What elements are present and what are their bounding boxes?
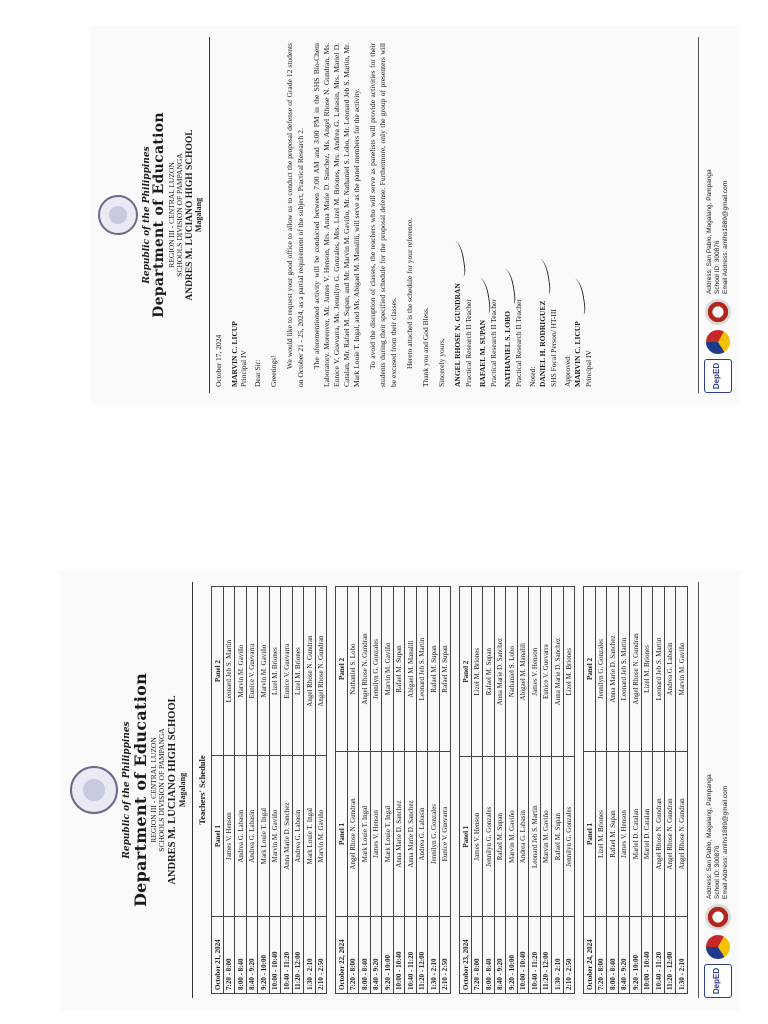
time-slot: 10:40 - 11:20 bbox=[529, 917, 541, 994]
panel-1-teacher: Rafael M. Supan bbox=[552, 757, 564, 917]
table-row bbox=[246, 587, 258, 994]
panel-2-teacher: Anna Marie D. Sanchez bbox=[607, 587, 619, 752]
header-divider bbox=[209, 37, 210, 393]
table-row bbox=[370, 587, 382, 994]
panel-2-teacher: Lizel M. Briones bbox=[269, 587, 281, 756]
time-slot: 8:40 - 9:20 bbox=[618, 917, 630, 994]
panel-1-teacher: Marvin M. Gaviño bbox=[506, 757, 518, 917]
table-row bbox=[235, 587, 247, 994]
address-text: Address: San Pablo, Magalang, Pampanga bbox=[705, 774, 713, 899]
closing-line: Sincerely yours, bbox=[436, 338, 446, 387]
contact-block bbox=[706, 774, 730, 899]
table-row bbox=[292, 587, 304, 994]
day-date: October 23, 2024 bbox=[460, 917, 472, 994]
panel-2-header: Panel 2 bbox=[212, 587, 224, 756]
paragraph-panel: The aforementioned activity will be conducted between 7:00 AM and 3:00 PM in the SHS Bio-Chem Laboratory. Moreover, Mr. James V. Henson, Mrs. Anna Marie D. Sanchez, Ms. Angel Rhose N. Gundran, Ms. Eunice V. Guevarra, Ms. Jennilyn G. Gonzales, Mrs. Lizel M. Briones, Mrs. Andrea G. Labasin, Mrs. Mariel D. Catalan, Mr. Rafael M. Supan, and Mr. Marvin M. Gaviño, Mr. Nathaniel S. Lobo, Mr. Leonard Jeb S. Martin, Mr. Mark Louie T. Ingal, and Ms. Abigael M. Manalili, will serve as the panel members for the activity. bbox=[311, 43, 362, 387]
table-row bbox=[483, 587, 495, 994]
panel-2-teacher: Anna Marie D. Sanchez bbox=[494, 587, 506, 757]
panel-1-teacher: Mark Louie T. Ingal bbox=[304, 756, 316, 917]
time-slot: 1:30 - 2:10 bbox=[428, 917, 440, 994]
panel-2-teacher: Marvin M. Gaviño bbox=[676, 587, 688, 752]
table-row bbox=[552, 587, 564, 994]
school-name: ANDRES M. LUCIANO HIGH SCHOOL bbox=[166, 695, 178, 885]
time-slot: 8:00 - 8:40 bbox=[607, 917, 619, 994]
signatory-title: Practical Research II Teacher bbox=[514, 299, 524, 387]
time-slot: 9:20 - 10:00 bbox=[630, 917, 642, 994]
letter-page bbox=[90, 25, 740, 405]
signatory-title: Practical Research II Teacher bbox=[464, 299, 474, 387]
panel-1-teacher: Mark Louie T. Ingal bbox=[258, 756, 270, 917]
day-date: October 24, 2024 bbox=[584, 917, 596, 994]
table-header-row bbox=[460, 587, 472, 994]
panel-1-teacher: Rafael M. Supan bbox=[607, 752, 619, 917]
recipient-title: Principal IV bbox=[239, 350, 249, 387]
panel-2-teacher: Eunice V. Guevarra bbox=[540, 587, 552, 757]
letter-date: October 17, 2024 bbox=[214, 334, 224, 387]
panel-1-teacher: Rafael M. Supan bbox=[494, 757, 506, 917]
panel-2-teacher: Marvin M. Gaviño bbox=[382, 587, 394, 752]
school-id-text: School ID: 300876 bbox=[713, 845, 721, 899]
table-row bbox=[618, 587, 630, 994]
panel-2-teacher: James V. Henson bbox=[529, 587, 541, 757]
time-slot: 10:00 - 10:40 bbox=[517, 917, 529, 994]
table-row bbox=[439, 587, 451, 994]
time-slot: 1:30 - 2:10 bbox=[304, 917, 316, 994]
panel-1-header: Panel 1 bbox=[212, 756, 224, 917]
panel-2-teacher: Rafael M. Supan bbox=[428, 587, 440, 752]
panel-1-teacher: Marvin M. Gaviño bbox=[269, 756, 281, 917]
time-slot: 11:20 - 12:00 bbox=[540, 917, 552, 994]
panel-2-teacher: Abigael M. Manalili bbox=[405, 587, 417, 752]
salutation: Dear Sir: bbox=[253, 359, 263, 387]
table-row bbox=[595, 587, 607, 994]
approved-title: Principal IV bbox=[584, 350, 594, 387]
table-row bbox=[506, 587, 518, 994]
schedule-days bbox=[211, 570, 688, 1010]
table-row bbox=[304, 587, 316, 994]
table-row bbox=[664, 587, 676, 994]
panel-1-teacher: Mariel D. Catalan bbox=[630, 752, 642, 917]
letter-footer bbox=[698, 37, 732, 393]
region-line: REGION III - CENTRAL LUZON bbox=[166, 162, 176, 268]
division-line: SCHOOLS DIVISION OF PAMPANGA bbox=[175, 153, 185, 277]
panel-1-teacher: James V. Henson bbox=[370, 752, 382, 917]
table-row bbox=[359, 587, 371, 994]
schedule-title: Teachers' Schedule bbox=[197, 755, 208, 825]
day-date: October 21, 2024 bbox=[212, 917, 224, 994]
panel-1-teacher: James V. Henson bbox=[223, 756, 235, 917]
panel-2-teacher: Marvin M. Gaviño bbox=[258, 587, 270, 756]
deped-seal-icon bbox=[70, 766, 118, 814]
panel-1-teacher: Marvin M. Gaviño bbox=[315, 756, 327, 917]
schedule-footer bbox=[698, 582, 732, 998]
republic-line: Republic of the Philippines bbox=[122, 721, 132, 859]
panel-2-teacher: Leonard Jeb S. Martin bbox=[618, 587, 630, 752]
time-slot: 2:10 - 2:50 bbox=[439, 917, 451, 994]
noted-label: Noted: bbox=[528, 366, 538, 387]
time-slot: 1:30 - 2:10 bbox=[676, 917, 688, 994]
panel-2-teacher: Rafael M. Supan bbox=[483, 587, 495, 757]
time-slot: 10:00 - 10:40 bbox=[269, 917, 281, 994]
table-row bbox=[382, 587, 394, 994]
panel-1-teacher: Andrea G. Labasin bbox=[292, 756, 304, 917]
panel-2-teacher: Abigael M. Manalili bbox=[517, 587, 529, 757]
table-row bbox=[607, 587, 619, 994]
panel-1-teacher: Anna Marie D. Sanchez bbox=[405, 752, 417, 917]
table-row bbox=[416, 587, 428, 994]
table-row bbox=[517, 587, 529, 994]
panel-2-teacher: Lizel M. Briones bbox=[563, 587, 575, 757]
division-line: SCHOOLS DIVISION OF PAMPANGA bbox=[157, 728, 167, 852]
panel-2-teacher: Andrea G. Labasin bbox=[664, 587, 676, 752]
panel-2-teacher: Lizel M. Briones bbox=[471, 587, 483, 757]
panel-2-teacher: Angel Rhose N. Gundran bbox=[304, 587, 316, 756]
signatory bbox=[503, 43, 523, 387]
signatory bbox=[478, 43, 498, 387]
table-row bbox=[653, 587, 665, 994]
approved-label: Approved: bbox=[563, 354, 573, 387]
school-logo-icon bbox=[705, 299, 731, 325]
panel-1-teacher: Andrea G. Labasin bbox=[416, 752, 428, 917]
panel-1-teacher: James V. Henson bbox=[618, 752, 630, 917]
letter-body bbox=[214, 25, 593, 405]
time-slot: 11:20 - 12:00 bbox=[664, 917, 676, 994]
panel-1-teacher: Leonard Jeb S. Martin bbox=[529, 757, 541, 917]
panel-2-teacher: Angel Rhose N. Gundran bbox=[315, 587, 327, 756]
panel-1-teacher: Mark Louie T. Ingal bbox=[359, 752, 371, 917]
time-slot: 9:20 - 10:00 bbox=[258, 917, 270, 994]
email-text: Email Address: amlhs1889@gmail.com bbox=[722, 180, 730, 294]
panel-2-header: Panel 2 bbox=[336, 587, 348, 752]
time-slot: 11:20 - 12:00 bbox=[416, 917, 428, 994]
paragraph-disruption: To avoid the disruption of classes, the teachers who will serve as panelists will provide activities for their students during their specified schedule for the proposal defense. Furthermore, only the group of presenters will be excused from their classes. bbox=[368, 43, 398, 387]
panel-1-header: Panel 1 bbox=[460, 757, 472, 917]
recipient-block bbox=[230, 43, 248, 387]
schedule-letterhead bbox=[60, 570, 187, 1010]
panel-2-teacher: Jennilyn G. Gonzales bbox=[370, 587, 382, 752]
table-row bbox=[428, 587, 440, 994]
school-logo-icon bbox=[705, 904, 731, 930]
bagong-pilipinas-logo-icon bbox=[706, 935, 730, 959]
table-row bbox=[630, 587, 642, 994]
day-date: October 22, 2024 bbox=[336, 917, 348, 994]
school-name: ANDRES M. LUCIANO HIGH SCHOOL bbox=[184, 129, 195, 301]
table-row bbox=[315, 587, 327, 994]
panel-2-teacher: Nathaniel S. Lobo bbox=[347, 587, 359, 752]
panel-2-header: Panel 2 bbox=[584, 587, 596, 752]
letter-letterhead bbox=[90, 25, 204, 405]
department-line: Department of Education bbox=[151, 112, 168, 318]
panel-1-header: Panel 1 bbox=[336, 752, 348, 917]
time-slot: 8:00 - 8:40 bbox=[235, 917, 247, 994]
deped-seal-icon bbox=[98, 195, 138, 235]
panel-2-teacher: Leonard Jeb S. Martin bbox=[223, 587, 235, 756]
panel-2-teacher: Angel Rhose N. Gundran bbox=[630, 587, 642, 752]
time-slot: 10:40 - 11:20 bbox=[281, 917, 293, 994]
email-text: Email Address: amlhs1889@gmail.com bbox=[722, 785, 730, 899]
paragraph-attachment: Hereto attached is the schedule for your reference. bbox=[404, 217, 414, 369]
table-row bbox=[494, 587, 506, 994]
time-slot: 8:00 - 8:40 bbox=[359, 917, 371, 994]
time-slot: 8:40 - 9:20 bbox=[246, 917, 258, 994]
school-town: Magalang bbox=[194, 197, 204, 233]
table-row bbox=[529, 587, 541, 994]
bagong-pilipinas-logo-icon bbox=[706, 330, 730, 354]
time-slot: 7:20 - 8:00 bbox=[223, 917, 235, 994]
letter-sheet bbox=[90, 25, 740, 405]
department-line: Department of Education bbox=[131, 672, 151, 908]
panel-1-teacher: Andrea G. Labasin bbox=[517, 757, 529, 917]
table-row bbox=[540, 587, 552, 994]
time-slot: 8:00 - 8:40 bbox=[483, 917, 495, 994]
table-header-row bbox=[584, 587, 596, 994]
signatory-name: RAFAEL M. SUPAN bbox=[478, 43, 489, 387]
approved-signatory bbox=[573, 43, 593, 387]
panel-1-teacher: Angel Rhose N. Gundran bbox=[676, 752, 688, 917]
schedule-page bbox=[60, 570, 740, 1010]
table-row bbox=[223, 587, 235, 994]
table-row bbox=[405, 587, 417, 994]
panel-1-teacher: Andrea G. Labasin bbox=[246, 756, 258, 917]
table-row bbox=[269, 587, 281, 994]
panel-2-teacher: Lizel M. Briones bbox=[292, 587, 304, 756]
time-slot: 2:10 - 2:50 bbox=[563, 917, 575, 994]
time-slot: 2:10 - 2:50 bbox=[315, 917, 327, 994]
table-row bbox=[563, 587, 575, 994]
header-divider bbox=[192, 582, 193, 998]
deped-logo-icon: DepED bbox=[704, 359, 732, 393]
time-slot: 10:40 - 11:20 bbox=[653, 917, 665, 994]
time-slot: 10:40 - 11:20 bbox=[405, 917, 417, 994]
table-row bbox=[471, 587, 483, 994]
paragraph-request: We would like to request your good office to allow us to conduct the proposal defense of Grade 12 students on October 21 - 25, 2024, as a partial requirement of the subject, Practical Research 2. bbox=[285, 43, 305, 387]
time-slot: 7:20 - 8:00 bbox=[595, 917, 607, 994]
panel-2-teacher: Marvin M. Gaviño bbox=[235, 587, 247, 756]
panel-2-teacher: Rafael M. Supan bbox=[393, 587, 405, 752]
panel-1-teacher: Eunice V. Guevarra bbox=[439, 752, 451, 917]
panel-1-teacher: Anna Marie D. Sanchez bbox=[281, 756, 293, 917]
panel-1-teacher: Jennilyn G. Gonzales bbox=[483, 757, 495, 917]
time-slot: 10:00 - 10:40 bbox=[641, 917, 653, 994]
approved-name: MARVIN C. LICUP bbox=[573, 43, 584, 387]
noted-signatory bbox=[538, 43, 558, 387]
table-row bbox=[676, 587, 688, 994]
greeting: Greetings! bbox=[269, 355, 279, 387]
panel-2-header: Panel 2 bbox=[460, 587, 472, 757]
time-slot: 9:20 - 10:00 bbox=[506, 917, 518, 994]
signatory-name: ANGEL RHOSE N. GUNDRAN bbox=[453, 43, 464, 387]
school-id-text: School ID: 300876 bbox=[713, 240, 721, 294]
time-slot: 7:20 - 8:00 bbox=[347, 917, 359, 994]
panel-1-teacher: James V. Henson bbox=[471, 757, 483, 917]
time-slot: 9:20 - 10:00 bbox=[382, 917, 394, 994]
panel-2-teacher: Leonard Jeb S. Martin bbox=[416, 587, 428, 752]
recipient-name: MARVIN C. LICUP bbox=[230, 321, 240, 387]
schedule-day-table bbox=[583, 586, 688, 994]
time-slot: 7:20 - 8:00 bbox=[471, 917, 483, 994]
panel-1-teacher: Jennilyn G. Gonzales bbox=[428, 752, 440, 917]
schedule-day-table bbox=[459, 586, 575, 994]
deped-logo-icon: DepED bbox=[704, 964, 732, 998]
republic-line: Republic of the Philippines bbox=[142, 146, 152, 284]
panel-1-teacher: Mark Louie T. Ingal bbox=[382, 752, 394, 917]
time-slot: 1:30 - 2:10 bbox=[552, 917, 564, 994]
table-row bbox=[641, 587, 653, 994]
address-text: Address: San Pablo, Magalang, Pampanga bbox=[705, 169, 713, 294]
noted-title: SHS Focal Person/ HT-III bbox=[549, 309, 559, 387]
signatory bbox=[453, 43, 473, 387]
schedule-day-table bbox=[211, 586, 327, 994]
panel-2-teacher: Anna Marie D. Sanchez bbox=[552, 587, 564, 757]
thanks-line: Thank you and God Bless. bbox=[420, 307, 430, 387]
time-slot: 8:40 - 9:20 bbox=[370, 917, 382, 994]
contact-block bbox=[706, 169, 730, 294]
panel-1-teacher: Lizel M. Briones bbox=[595, 752, 607, 917]
panel-1-teacher: Marvin M. Gaviño bbox=[540, 757, 552, 917]
panel-2-teacher: Eunice V. Guevarra bbox=[246, 587, 258, 756]
panel-2-teacher: Angel Rhose N. Gundran bbox=[359, 587, 371, 752]
panel-1-teacher: Angel Rhose N. Gundran bbox=[653, 752, 665, 917]
school-town: Magalang bbox=[177, 772, 187, 808]
table-header-row bbox=[212, 587, 224, 994]
table-row bbox=[281, 587, 293, 994]
panel-1-teacher: Angel Rhose N. Gundran bbox=[347, 752, 359, 917]
panel-1-teacher: Andrea G. Labasin bbox=[235, 756, 247, 917]
panel-2-teacher: Jennilyn G. Gonzales bbox=[595, 587, 607, 752]
panel-1-teacher: Anna Marie D. Sanchez bbox=[393, 752, 405, 917]
panel-2-teacher: Rafael M. Supan bbox=[439, 587, 451, 752]
table-header-row bbox=[336, 587, 348, 994]
time-slot: 11:20 - 12:00 bbox=[292, 917, 304, 994]
table-row bbox=[258, 587, 270, 994]
panel-2-teacher: Lizel M. Briones bbox=[641, 587, 653, 752]
region-line: REGION III - CENTRAL LUZON bbox=[148, 737, 158, 843]
table-row bbox=[393, 587, 405, 994]
time-slot: 10:00 - 10:40 bbox=[393, 917, 405, 994]
noted-name: DANIEL H. RODRIGUEZ bbox=[538, 43, 549, 387]
panel-1-teacher: Mariel D. Catalan bbox=[641, 752, 653, 917]
signatory-title: Practical Research II Teacher bbox=[489, 299, 499, 387]
panel-1-teacher: Jennilyn G. Gonzales bbox=[563, 757, 575, 917]
panel-2-teacher: Nathaniel S. Lobo bbox=[506, 587, 518, 757]
schedule-sheet bbox=[60, 570, 740, 1010]
panel-1-teacher: Angel Rhose N. Gundran bbox=[664, 752, 676, 917]
panel-1-header: Panel 1 bbox=[584, 752, 596, 917]
signatory-name: NATHANIEL S. LOBO bbox=[503, 43, 514, 387]
time-slot: 8:40 - 9:20 bbox=[494, 917, 506, 994]
schedule-day-table bbox=[335, 586, 451, 994]
panel-2-teacher: Eunice V. Guevarra bbox=[281, 587, 293, 756]
panel-2-teacher: Leonard Jeb S. Martin bbox=[653, 587, 665, 752]
table-row bbox=[347, 587, 359, 994]
